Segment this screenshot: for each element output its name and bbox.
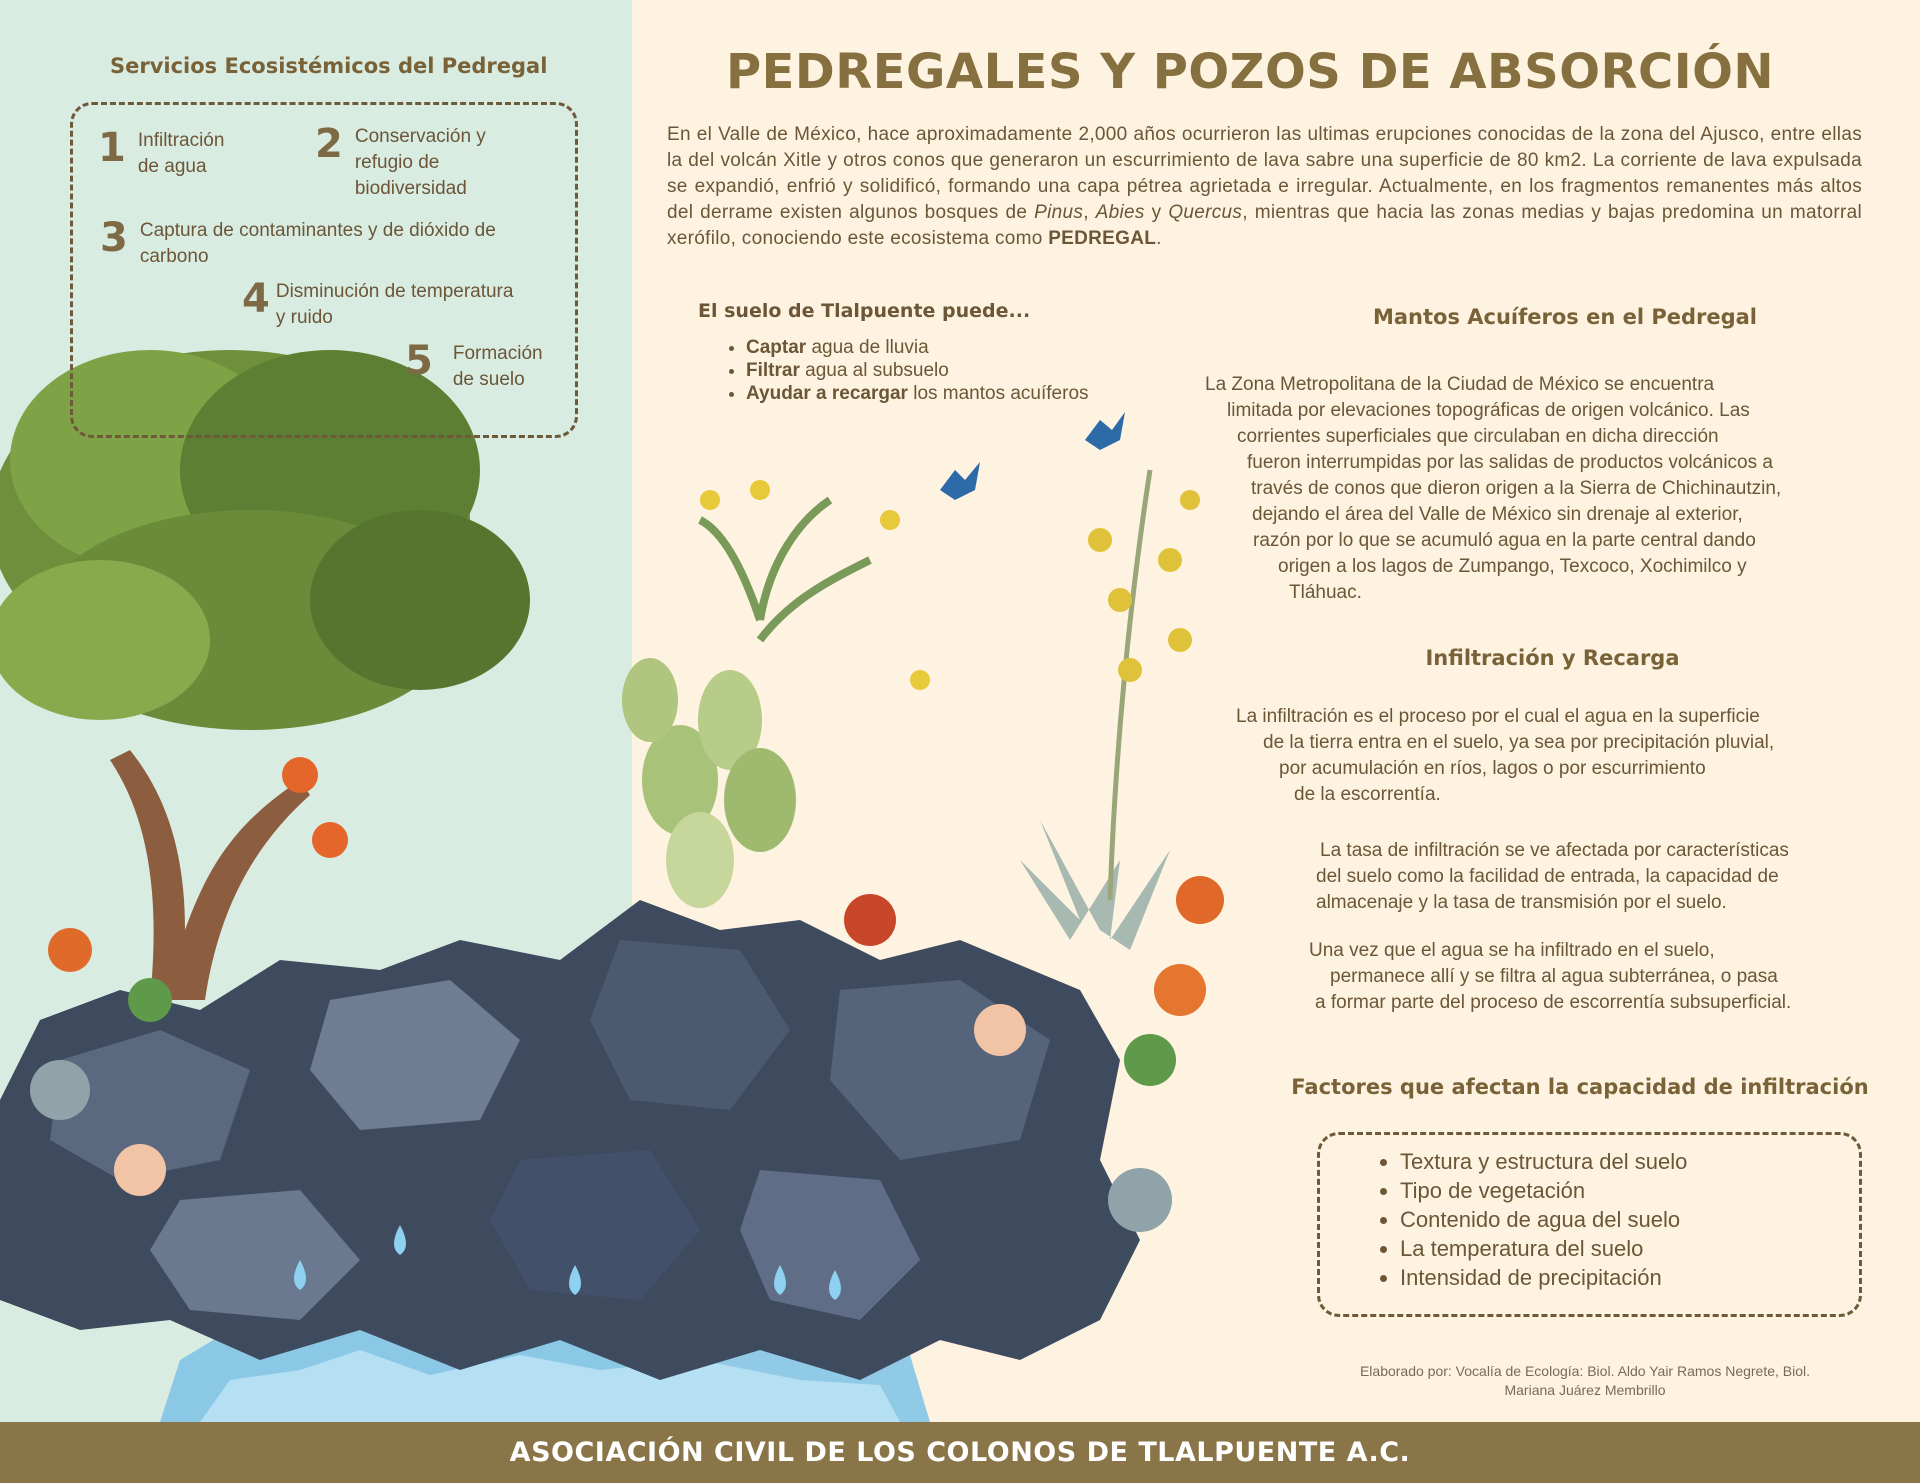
agave-illustration [1020,470,1200,950]
intro-italic-pinus: Pinus [1034,202,1084,223]
list-item-bold: Ayudar a recargar [746,383,908,404]
intro-sep: , [1083,202,1096,223]
intro-sep: y [1144,202,1169,223]
intro-bold-pedregal: PEDREGAL [1048,228,1157,249]
service-line: carbono [139,246,209,267]
service-item-2 [315,121,486,202]
list-item-text: agua de lluvia [806,337,929,358]
service-number: 3 [100,215,128,261]
service-item-1 [98,125,225,180]
list-item: • Textura y estructura del suelo [1400,1147,1859,1176]
paragraph-line: La infiltración es el proceso por el cual el agua en la superficie [1236,706,1760,727]
intro-italic-abies: Abies [1095,202,1145,223]
intro-end: . [1156,228,1162,249]
service-number: 4 [242,276,270,322]
credit-line: Elaborado por: Vocalía de Ecología: Biol. Aldo Yair Ramos Negrete, Biol. [1359,1363,1811,1379]
paragraph-line: fueron interrumpidas por las salidas de productos volcánicos a [1247,452,1773,473]
infiltracion-heading: Infiltración y Recarga [1425,646,1680,670]
list-item-bold: Filtrar [746,360,800,381]
list-item-text: los mantos acuíferos [907,383,1089,404]
factores-heading: Factores que afectan la capacidad de infiltración [1291,1075,1869,1099]
hummingbird-icon [940,412,1125,500]
suelo-heading: El suelo de Tlalpuente puede... [698,300,1031,322]
service-item-4 [242,276,514,331]
service-line: Disminución de temperatura [275,281,514,302]
list-item [746,382,1089,405]
cactus-illustration [622,500,870,908]
service-item-5 [405,338,543,393]
paragraph-line: almacenaje y la tasa de transmisión por el suelo. [1316,892,1727,913]
services-heading: Servicios Ecosistémicos del Pedregal [110,54,548,78]
suelo-list [722,336,1089,405]
paragraph-line: de la escorrentía. [1294,784,1441,805]
factores-list [1320,1135,1859,1292]
paragraph-line: corrientes superficiales que circulaban en dicha dirección [1237,426,1719,447]
service-number: 5 [405,338,433,384]
paragraph-line: de la tierra entra en el suelo, ya sea por precipitación pluvial, [1263,732,1775,753]
list-item [746,336,1089,359]
paragraph-line: Una vez que el agua se ha infiltrado en el suelo, [1309,940,1715,961]
page-title: PEDREGALES Y POZOS DE ABSORCIÓN [725,44,1775,100]
paragraph-line: a formar parte del proceso de escorrentía subsuperficial. [1315,992,1792,1013]
paragraph-line: del suelo como la facilidad de entrada, la capacidad de [1316,866,1779,887]
service-line: Conservación y [354,126,486,147]
list-item: • Tipo de vegetación [1400,1176,1859,1205]
service-text [276,279,514,331]
service-line: biodiversidad [354,178,467,199]
list-item: • Contenido de agua del suelo [1400,1205,1859,1234]
service-line: de suelo [452,369,525,390]
paragraph-line: por acumulación en ríos, lagos o por escurrimiento [1279,758,1706,779]
credit-line: Mariana Juárez Membrillo [1504,1382,1666,1398]
service-number: 1 [98,125,126,171]
service-text [453,341,543,393]
footer-bar [0,1422,1920,1483]
paragraph-line: La Zona Metropolitana de la Ciudad de México se encuentra [1205,374,1715,395]
paragraph-line: La tasa de infiltración se ve afectada por características [1320,840,1789,861]
paragraph-line: dejando el área del Valle de México sin drenaje al exterior, [1252,504,1743,525]
mantos-heading: Mantos Acuíferos en el Pedregal [1372,305,1758,329]
service-text [140,218,496,270]
service-item-3 [100,215,496,270]
paragraph-line: permanece allí y se filtra al agua subterránea, o pasa [1330,966,1778,987]
list-item: • Intensidad de precipitación [1400,1263,1859,1292]
service-line: Captura de contaminantes y de dióxido de [139,220,496,241]
service-line: refugio de [354,152,440,173]
paragraph-line: limitada por elevaciones topográficas de origen volcánico. Las [1227,400,1750,421]
service-line: Infiltración [137,130,225,151]
factores-box [1317,1132,1862,1317]
list-item-text: agua al subsuelo [799,360,949,381]
infiltracion-paragraph-2 [1316,838,1789,916]
service-line: de agua [137,156,207,177]
service-text [355,124,486,202]
service-line: Formación [452,343,543,364]
tree-illustration [0,350,530,1000]
paragraph-line: razón por lo que se acumuló agua en la parte central dando [1253,530,1756,551]
service-number: 2 [315,121,343,167]
mantos-paragraph [1205,372,1781,606]
paragraph-line: origen a los lagos de Zumpango, Texcoco, Xochimilco y [1278,556,1747,577]
paragraph-line: través de conos que dieron origen a la Sierra de Chichinautzin, [1251,478,1782,499]
service-line: y ruido [275,307,333,328]
list-item [746,359,1089,382]
list-item: • La temperatura del suelo [1400,1234,1859,1263]
list-item-bold: Captar [746,337,807,358]
pedregal-illustration [0,276,1300,1422]
intro-text: , mientras que hacia las zonas medias y bajas predomina un matorral xerófilo, conociendo este ecosistema como [667,202,1862,249]
infiltracion-paragraph-1 [1236,704,1774,808]
intro-italic-quercus: Quercus [1168,202,1243,223]
footer-title: ASOCIACIÓN CIVIL DE LOS COLONOS DE TLALPUENTE A.C. [509,1437,1411,1468]
credit-text [1310,1362,1860,1400]
intro-paragraph [667,122,1862,252]
service-text [138,128,225,180]
infiltracion-paragraph-3 [1309,938,1791,1016]
intro-text: En el Valle de México, hace aproximadamente 2,000 años ocurrieron las ultimas erupciones conocidas de la zona del Ajusco, entre ellas la del volcán Xitle y otros conos que generaron un escurrimiento de lava sabre una superficie de 80 km2. La corriente de lava expulsada se expandió, enfrió y solidificó, formando una capa pétrea agrietada e irregular. Actualmente, en los fragmentos remanentes más altos del derrame existen algunos bosques de [667,124,1862,223]
paragraph-line: Tláhuac. [1289,582,1362,603]
